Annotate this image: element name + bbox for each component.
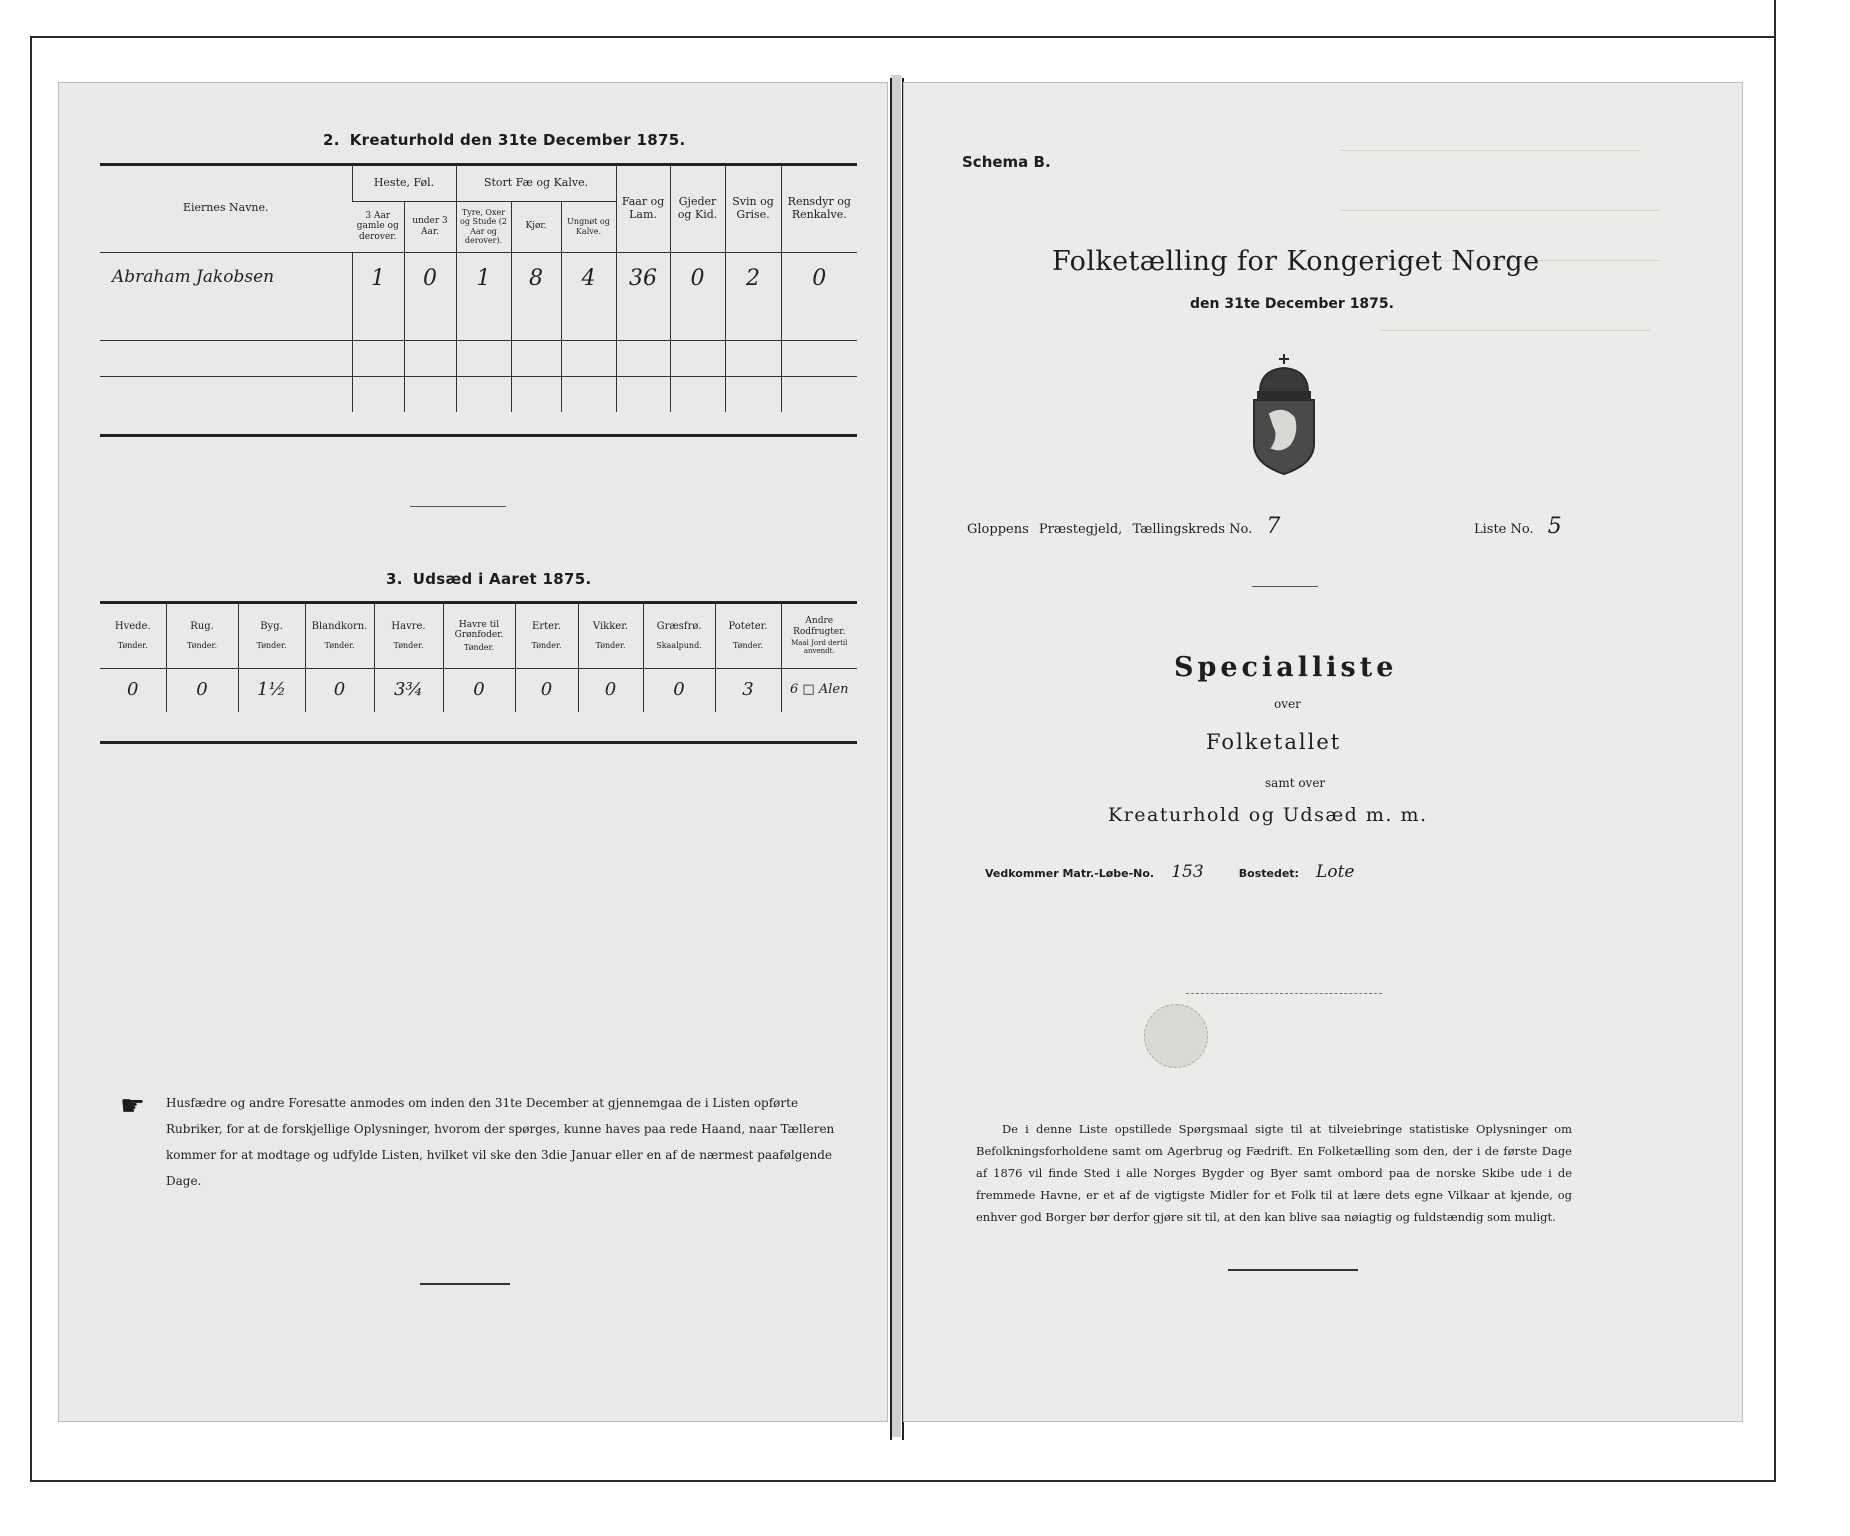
faint-stamp: [1144, 1004, 1208, 1068]
gronfoder-value: 0: [443, 668, 515, 712]
rug-value: 0: [166, 668, 238, 712]
prestegjeld-label: Præstegjeld,: [1038, 522, 1123, 537]
subtitle-date: den 31te December 1875.: [1190, 296, 1394, 312]
frame-border-bottom: [30, 1480, 1776, 1482]
empty-row: [100, 340, 857, 376]
seed-name: Poteter.: [728, 621, 768, 633]
gutter-line-left: [890, 78, 892, 1440]
liste-line: [1474, 514, 1562, 539]
seed-unit: Skaalpund.: [656, 640, 702, 650]
graesfro-value: 0: [643, 668, 715, 712]
tyre-value: 1: [456, 252, 511, 304]
seed-unit: Tønder.: [595, 640, 626, 650]
footer-rule: [420, 1283, 510, 1285]
seed-col-9: [715, 604, 781, 668]
frame-border-left: [30, 36, 32, 1481]
kreds-value: 7: [1266, 514, 1281, 539]
specialliste-title: Specialliste: [1174, 652, 1398, 683]
prestegjeld-name: Gloppens: [967, 522, 1029, 537]
seed-name: Andre Rodfrugter.: [793, 616, 846, 637]
header-heste-sub2: under 3 Aar.: [404, 201, 456, 252]
seed-values-row: [100, 668, 857, 712]
seed-col-10: [781, 604, 857, 668]
seed-unit: Tønder.: [256, 640, 287, 650]
bosted-label: Bostedet:: [1238, 867, 1299, 880]
samt-over-text: samt over: [1265, 776, 1326, 790]
section3-title-text: Udsæd i Aaret 1875.: [412, 570, 592, 588]
byg-value: 1½: [238, 668, 305, 712]
seed-unit: Tønder.: [463, 642, 495, 652]
seed-unit: Tønder.: [531, 640, 562, 650]
erter-value: 0: [515, 668, 578, 712]
seed-col-6: [515, 604, 578, 668]
seed-col-5: [443, 604, 515, 668]
seed-col-1: [166, 604, 238, 668]
seed-name: Rug.: [190, 621, 214, 633]
ungnot-value: 4: [561, 252, 616, 304]
seed-col-2: [238, 604, 305, 668]
kreaturhold-text: Kreaturhold og Udsæd m. m.: [1108, 804, 1428, 826]
frame-border-top: [30, 36, 1775, 38]
bosted-value: Lote: [1316, 862, 1355, 882]
blandkorn-value: 0: [305, 668, 374, 712]
ghost-line: [1340, 150, 1640, 151]
seed-table: [100, 604, 857, 712]
havre-value: 3¾: [374, 668, 443, 712]
frame-border-right: [1774, 0, 1776, 1480]
pointing-hand-icon: ☛: [120, 1089, 146, 1122]
schema-label: Schema B.: [962, 153, 1051, 171]
header-svin: Svin og Grise.: [725, 166, 781, 252]
seed-name: Havre til Grønfoder.: [454, 619, 504, 641]
livestock-table: [100, 166, 857, 412]
section3-number: 3.: [386, 570, 403, 588]
coat-of-arms-icon: [1242, 352, 1326, 476]
seed-name: Vikker.: [592, 621, 629, 633]
page-gutter: [891, 75, 901, 1437]
over-text: over: [1274, 697, 1301, 711]
section2-number: 2.: [323, 131, 340, 149]
heste-adult-value: 1: [352, 252, 404, 304]
header-gjeder: Gjeder og Kid.: [670, 166, 725, 252]
seed-name: Havre.: [391, 621, 426, 633]
header-owner: Eiernes Navne.: [182, 201, 269, 215]
header-heste-sub1: 3 Aar gamle og derover.: [352, 201, 404, 252]
title-divider: [1252, 586, 1318, 587]
seed-unit: Tønder.: [732, 640, 764, 650]
rensdyr-value: 0: [781, 252, 857, 304]
section2-title-text: Kreaturhold den 31te December 1875.: [349, 131, 686, 149]
left-footnote: Husfædre og andre Foresatte anmodes om inden den 31te December at gjennemgaa de i Listen opførte Rubriker, for at de forskjellige Oplysninger, hvorom der spørges, kunne haves paa rede Haand, naar Tælleren kommer for at modtage og udfylde Listen, hvilket vil ske den 3die Januar eller en af de nærmest paafølgende Dage.: [166, 1096, 835, 1188]
seed-col-4: [374, 604, 443, 668]
rodfrugter-value: 6 □ Alen: [781, 668, 857, 712]
seed-col-7: [578, 604, 643, 668]
section3-title: [386, 570, 591, 588]
ghost-line: [1380, 330, 1650, 331]
header-stort-sub1: Tyre, Oxer og Stude (2 Aar og derover).: [456, 201, 511, 252]
faar-value: 36: [616, 252, 670, 304]
header-stort-sub3: Ungnøt og Kalve.: [561, 201, 616, 252]
poteter-value: 3: [715, 668, 781, 712]
kjor-value: 8: [511, 252, 561, 304]
seed-unit: Tønder.: [324, 640, 355, 650]
seed-name: Byg.: [260, 621, 283, 633]
seed-unit: Tønder.: [186, 640, 218, 650]
matr-line: [985, 862, 1354, 882]
matr-value: 153: [1171, 862, 1204, 882]
gjeder-value: 0: [670, 252, 725, 304]
location-line: [967, 514, 1280, 539]
ghost-line: [1340, 210, 1660, 211]
folketallet-text: Folketallet: [1206, 730, 1342, 754]
header-heste: Heste, Føl.: [352, 166, 456, 201]
hvede-value: 0: [100, 668, 166, 712]
right-footer-rule: [1228, 1269, 1358, 1271]
liste-label: Liste No.: [1474, 522, 1534, 537]
main-title: Folketælling for Kongeriget Norge: [1052, 246, 1540, 277]
vikker-value: 0: [578, 668, 643, 712]
header-faar: Faar og Lam.: [616, 166, 670, 252]
notice-text: De i denne Liste opstillede Spørgsmaal sigte til at tilveiebringe statistiske Oplysninger om Befolkningsforholdene samt om Agerbrug og Fædrift. En Folketælling som den, der i de første Dage af 1876 vil finde Sted i alle Norges Bygder og Byer samt ombord paa de norske Skibe ude i de fremmede Havne, er et af de vigtigste Midler for et Folk til at lære dets egne Vilkaar at kjende, og enhver god Borger bør derfor gjøre sit til, at den kan blive saa nøiagtig og fuldstændig som muligt.: [976, 1122, 1572, 1224]
section3-bottom-rule: [100, 741, 857, 744]
seed-name: Hvede.: [114, 621, 151, 633]
seed-name: Græsfrø.: [656, 621, 702, 633]
section2-bottom-rule: [100, 434, 857, 437]
seed-name: Erter.: [532, 621, 561, 633]
svin-value: 2: [725, 252, 781, 304]
header-rensdyr: Rensdyr og Renkalve.: [781, 166, 857, 252]
seed-unit: Tønder.: [393, 640, 424, 650]
seed-col-8: [643, 604, 715, 668]
seed-col-0: [100, 604, 166, 668]
dotted-rule: [1186, 993, 1382, 994]
header-stort-sub2: Kjør.: [511, 201, 561, 252]
owner-name: Abraham Jakobsen: [100, 252, 352, 304]
seed-name: Blandkorn.: [311, 621, 368, 633]
section2-title: [323, 131, 685, 149]
kreds-label: Tællingskreds No.: [1132, 522, 1253, 537]
empty-row: [100, 304, 857, 340]
seed-unit: Tønder.: [117, 640, 148, 650]
header-stort: Stort Fæ og Kalve.: [456, 166, 616, 201]
seed-col-3: [305, 604, 374, 668]
livestock-row: [100, 252, 857, 304]
matr-label: Vedkommer Matr.-Løbe-No.: [985, 867, 1155, 880]
liste-value: 5: [1547, 514, 1562, 539]
heste-young-value: 0: [404, 252, 456, 304]
empty-row: [100, 376, 857, 412]
section-divider: [410, 506, 506, 507]
seed-unit: Maal Jord dertil anvendt.: [791, 639, 848, 656]
